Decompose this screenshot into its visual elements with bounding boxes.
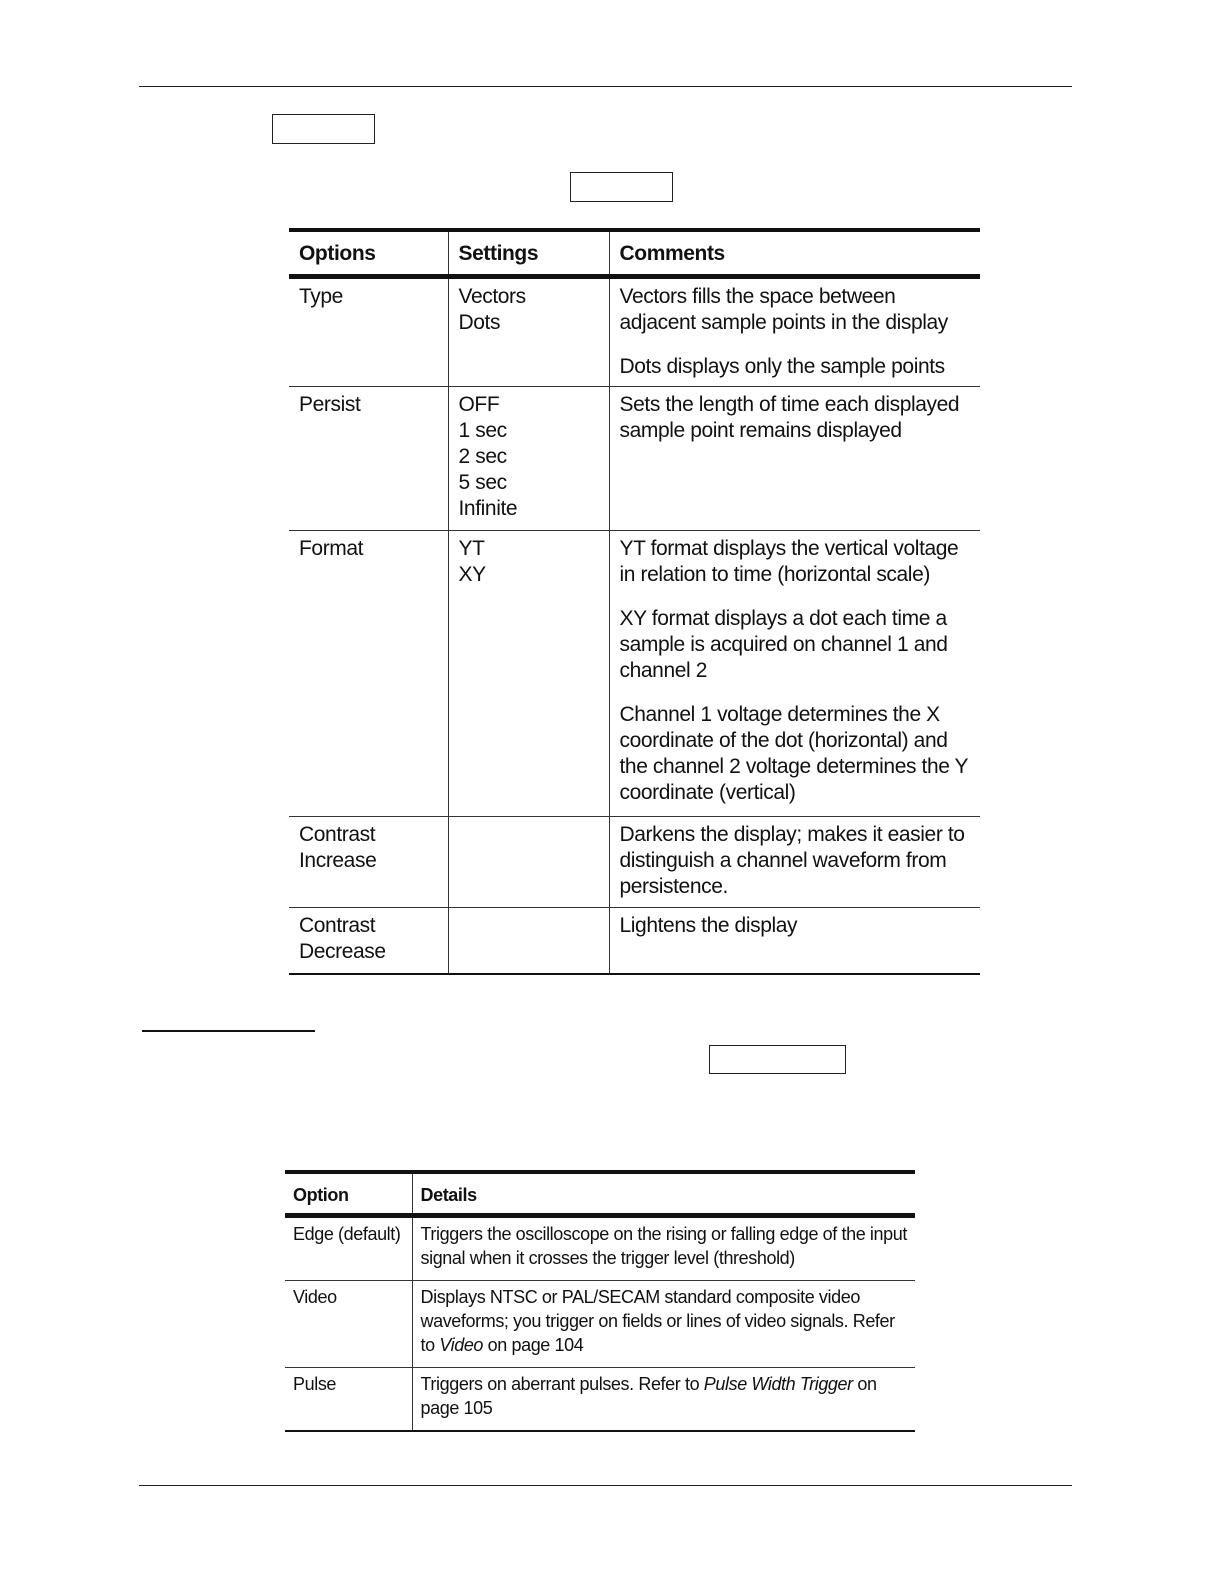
table-row <box>289 531 980 817</box>
table-row <box>285 1281 915 1368</box>
table-header-row <box>285 1172 915 1216</box>
option-text: Format <box>299 537 364 560</box>
comment-text: Darkens the display; makes it easier to distinguish a channel waveform from persistence. <box>619 823 965 898</box>
details-reference: Pulse Width Trigger <box>703 1374 853 1394</box>
option-cell <box>289 387 448 531</box>
option-cell: Pulse <box>285 1368 412 1432</box>
setting-value: 1 sec <box>458 419 507 442</box>
comment-text: YT format displays the vertical voltage in relation to time (horizontal scale) <box>619 537 959 586</box>
settings-cell <box>448 531 609 817</box>
comments-cell <box>609 277 980 387</box>
setting-value: Vectors <box>458 285 526 308</box>
comment-text: Channel 1 voltage determines the X coordinate of the dot (horizontal) and the channel 2 voltage determines the Y coordinate (vertical) <box>619 703 968 804</box>
option-cell <box>289 531 448 817</box>
option-text: Contrast <box>299 914 376 937</box>
setting-value: XY <box>458 563 486 586</box>
option-text: Persist <box>299 393 361 416</box>
redacted-label-box-3 <box>709 1045 846 1074</box>
comment-text: Vectors fills the space between adjacent sample points in the display <box>619 285 948 334</box>
column-header: Settings <box>448 230 609 277</box>
details-text: Triggers on aberrant pulses. Refer to <box>420 1374 704 1394</box>
table-header-row <box>289 230 980 277</box>
option-cell: Edge (default) <box>285 1216 412 1281</box>
setting-value: Infinite <box>458 497 518 520</box>
details-text: Displays NTSC or PAL/SECAM standard composite video waveforms; you trigger on fields or lines of video signals. Refer to <box>420 1287 895 1355</box>
settings-cell <box>448 908 609 974</box>
setting-value: Dots <box>458 311 501 334</box>
table-row <box>289 908 980 974</box>
details-cell <box>412 1368 915 1432</box>
setting-value: OFF <box>458 393 500 416</box>
option-text: Increase <box>299 849 377 872</box>
details-reference: Video <box>439 1335 484 1355</box>
table-row <box>289 387 980 531</box>
display-options-table <box>289 228 980 975</box>
comments-cell <box>609 908 980 974</box>
comment-text: Lightens the display <box>619 914 798 937</box>
comments-cell <box>609 387 980 531</box>
details-cell <box>412 1216 915 1281</box>
details-text: Triggers the oscilloscope on the rising or falling edge of the input signal when it crosses the trigger level (threshold) <box>420 1224 907 1268</box>
settings-cell <box>448 387 609 531</box>
comment-text: XY format displays a dot each time a sample is acquired on channel 1 and channel 2 <box>619 607 948 682</box>
details-cell <box>412 1281 915 1368</box>
setting-value: YT <box>458 537 485 560</box>
column-header: Comments <box>609 230 980 277</box>
header-rule <box>139 86 1072 87</box>
setting-value: 5 sec <box>458 471 507 494</box>
option-cell <box>289 908 448 974</box>
comments-cell <box>609 531 980 817</box>
trigger-type-table <box>285 1170 915 1432</box>
settings-cell <box>448 277 609 387</box>
redacted-label-box-1 <box>272 114 375 144</box>
comment-text: Dots displays only the sample points <box>619 355 945 378</box>
column-header: Options <box>289 230 448 277</box>
option-cell: Video <box>285 1281 412 1368</box>
option-cell <box>289 277 448 387</box>
option-text: Contrast <box>299 823 376 846</box>
comment-text: Sets the length of time each displayed sample point remains displayed <box>619 393 960 442</box>
option-text: Decrease <box>299 940 386 963</box>
comments-cell <box>609 817 980 908</box>
footer-rule <box>139 1485 1072 1486</box>
redacted-heading-underline <box>142 1030 315 1032</box>
option-cell <box>289 817 448 908</box>
table-row <box>285 1368 915 1432</box>
setting-value: 2 sec <box>458 445 507 468</box>
details-text: on page 104 <box>483 1335 584 1355</box>
column-header: Details <box>412 1172 915 1216</box>
redacted-label-box-2 <box>570 172 673 202</box>
table-row <box>289 817 980 908</box>
table-row <box>285 1216 915 1281</box>
column-header: Option <box>285 1172 412 1216</box>
details-text: on page 105 <box>420 1374 877 1418</box>
settings-cell <box>448 817 609 908</box>
table-row <box>289 277 980 387</box>
option-text: Type <box>299 285 343 308</box>
